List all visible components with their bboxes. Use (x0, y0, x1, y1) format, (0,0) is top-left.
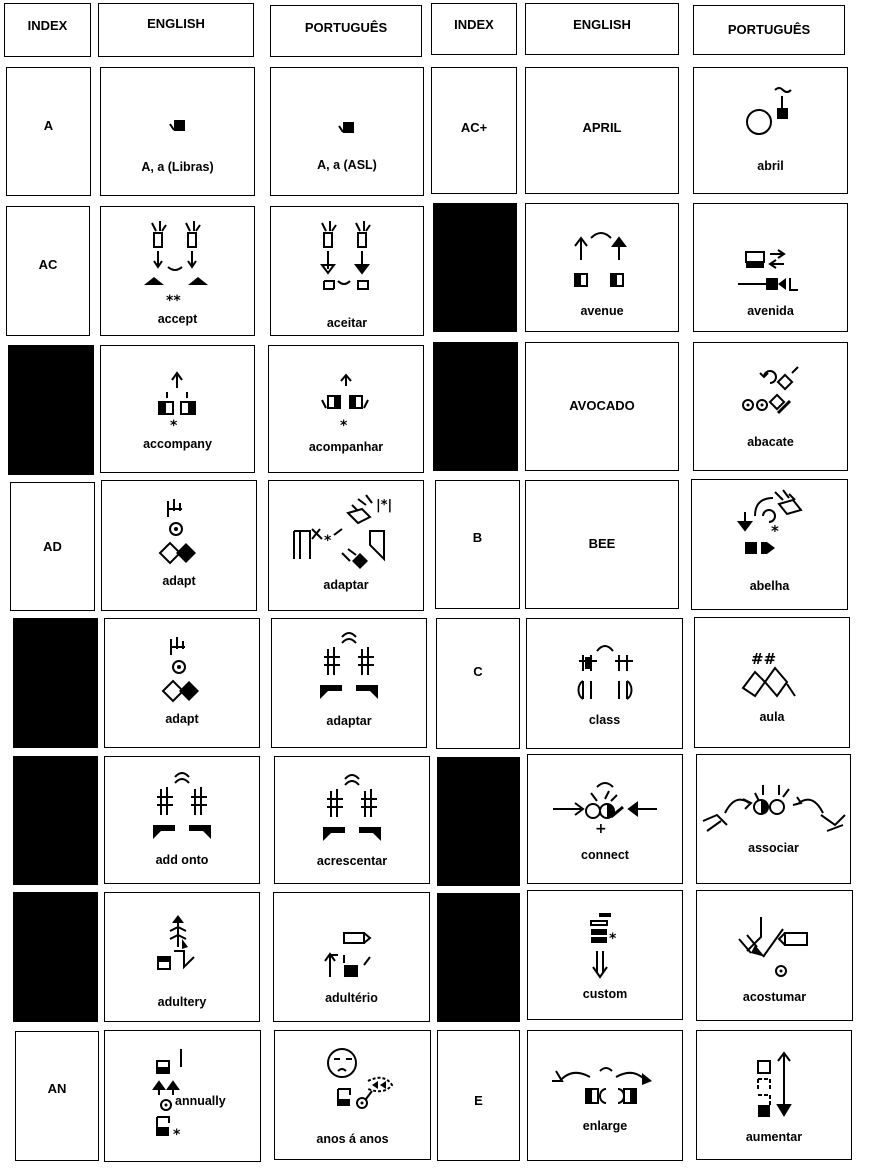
sign-cell-portugues (274, 1030, 431, 1160)
signwriting-handshape-icon (153, 368, 203, 430)
signwriting-handshape-icon (735, 913, 815, 981)
sign-cell-portugues (270, 67, 424, 196)
sign-cell-english (101, 480, 257, 611)
svg-text:*: * (609, 931, 617, 947)
index-letter: A (43, 118, 54, 133)
header-label: INDEX (27, 18, 68, 33)
signwriting-handshape-icon (317, 769, 387, 845)
signwriting-handshape-icon (699, 777, 849, 839)
header-index-right (431, 3, 517, 55)
signwriting-handshape-icon (314, 627, 384, 707)
sign-label: abacate (747, 435, 794, 449)
sign-label: avenue (580, 304, 624, 318)
sign-label: accept (157, 312, 198, 326)
sign-label: annually (175, 1094, 226, 1108)
signwriting-handshape-icon (739, 82, 803, 142)
svg-text:*: * (340, 418, 348, 432)
header-english-left (98, 3, 254, 57)
svg-text:*: * (169, 418, 177, 430)
signwriting-movement-arrow-icon (152, 909, 212, 979)
sign-cell-portugues (694, 617, 850, 748)
header-label: INDEX (454, 17, 494, 32)
sign-label: aula (759, 710, 785, 724)
svg-text:+: + (595, 821, 607, 835)
sign-label: connect (581, 848, 629, 862)
index-letter: C (473, 663, 483, 679)
sign-label: adultery (157, 995, 207, 1009)
sign-label: abelha (749, 579, 790, 593)
signwriting-handshape-icon (337, 120, 357, 136)
blank-index-cell (433, 342, 518, 471)
blank-index-cell (437, 757, 520, 886)
sign-cell-portugues (696, 890, 853, 1021)
sign-label: add onto (155, 853, 209, 867)
signwriting-handshape-icon (157, 633, 207, 705)
sign-label: adapt (162, 574, 196, 588)
signwriting-handshape-icon (318, 372, 374, 432)
index-letter: AN (47, 1081, 67, 1096)
sign-cell-portugues (268, 345, 424, 473)
sign-label: custom (582, 987, 628, 1001)
signwriting-handshape-icon (735, 488, 805, 564)
sign-cell-english (525, 342, 679, 471)
sign-cell-portugues (696, 754, 851, 884)
index-letter: AC+ (460, 120, 488, 135)
signwriting-handshape-icon (738, 363, 804, 423)
header-index-left (4, 3, 91, 57)
sign-cell-english (525, 67, 679, 194)
sign-label: A, a (Libras) (141, 160, 214, 174)
sign-cell-english (526, 618, 683, 749)
sign-cell-english (527, 1030, 683, 1161)
sign-label: acompanhar (308, 440, 384, 454)
svg-text:*: * (173, 1127, 181, 1143)
sign-cell-portugues (691, 479, 848, 610)
signwriting-handshape-icon (147, 767, 217, 843)
sign-cell-portugues (693, 67, 848, 194)
sign-cell-portugues (271, 618, 427, 748)
sign-cell-portugues (274, 756, 430, 884)
sign-label: associar (748, 841, 799, 855)
signwriting-handshape-icon (168, 118, 188, 134)
sign-cell-english (104, 756, 260, 884)
signwriting-handshape-icon (138, 219, 218, 309)
header-portugues-left (270, 5, 422, 57)
sign-label: adaptar (326, 714, 372, 728)
index-cell (431, 67, 517, 194)
signwriting-contact-star-icon (549, 779, 661, 835)
signwriting-movement-arrow-icon (567, 226, 637, 290)
blank-index-cell (437, 893, 520, 1022)
header-label: PORTUGUÊS (304, 20, 388, 35)
blank-index-cell (13, 892, 98, 1022)
signwriting-movement-arrow-icon (542, 1059, 668, 1111)
sign-cell-portugues (268, 480, 424, 611)
sign-cell-english (104, 892, 260, 1022)
header-english-right (525, 3, 679, 55)
signwriting-handshape-icon (154, 495, 204, 567)
sign-label: acrescentar (316, 854, 388, 868)
signwriting-handshape-icon (286, 491, 406, 577)
sign-label: anos á anos (316, 1132, 389, 1146)
sign-label: aumentar (745, 1130, 803, 1144)
blank-index-cell (8, 345, 94, 475)
sign-label: aceitar (326, 316, 368, 330)
sign-label: class (588, 713, 621, 727)
index-cell (10, 482, 95, 611)
signwriting-handshape-icon (322, 929, 382, 981)
sign-label: abril (757, 159, 784, 173)
sign-cell-portugues (693, 203, 848, 332)
index-cell (436, 618, 520, 749)
sign-label: avenida (747, 304, 794, 318)
sign-cell-english (100, 67, 255, 196)
signwriting-movement-arrow-icon (585, 909, 625, 987)
signwriting-handshape-icon (734, 242, 808, 294)
svg-text:*: * (770, 522, 779, 540)
index-cell (435, 480, 520, 609)
svg-text:**: ** (165, 293, 181, 309)
sign-cell-english (100, 345, 255, 473)
fingerspelled-word: BEE (588, 536, 616, 551)
sign-cell-portugues (696, 1030, 852, 1160)
sign-label: adapt (165, 712, 199, 726)
index-letter: AC (38, 257, 58, 272)
signwriting-handshape-icon (573, 639, 637, 705)
sign-label: accompany (143, 437, 212, 451)
sign-label: adultério (325, 991, 378, 1005)
header-label: ENGLISH (147, 16, 205, 31)
sign-label: A, a (ASL) (317, 158, 377, 172)
svg-text:##: ## (751, 650, 777, 668)
index-cell (437, 1030, 520, 1161)
fingerspelled-word: APRIL (582, 120, 622, 135)
sign-cell-english (104, 618, 260, 748)
sign-cell-english (100, 206, 255, 336)
index-letter: E (474, 1093, 483, 1108)
svg-text:|*|: |*| (376, 498, 393, 513)
signwriting-movement-arrow-icon (744, 1049, 804, 1123)
header-portugues-right (693, 5, 845, 55)
index-letter: B (472, 530, 483, 545)
sign-cell-english (527, 890, 683, 1020)
sign-cell-portugues (270, 206, 424, 336)
svg-text:*: * (324, 533, 332, 549)
blank-index-cell (433, 203, 517, 332)
sign-label: acostumar (742, 990, 807, 1004)
blank-index-cell (13, 756, 98, 885)
signwriting-handshape-icon (312, 219, 382, 309)
header-label: ENGLISH (573, 17, 631, 32)
header-label: PORTUGUÊS (727, 22, 811, 37)
signwriting-handshape-icon (737, 648, 807, 704)
index-cell (6, 206, 90, 336)
blank-index-cell (13, 618, 98, 748)
sign-cell-english (104, 1030, 261, 1162)
sign-cell-english (527, 754, 683, 884)
index-cell (6, 67, 91, 196)
sign-cell-portugues (273, 892, 430, 1022)
sign-label: adaptar (323, 578, 369, 592)
sign-label: enlarge (582, 1119, 628, 1133)
sign-cell-english (525, 480, 679, 609)
sign-cell-portugues (693, 342, 848, 471)
index-cell (15, 1031, 99, 1161)
fingerspelled-word: AVOCADO (569, 397, 635, 413)
sign-cell-english (525, 203, 679, 332)
index-letter: AD (43, 539, 62, 554)
signwriting-handshape-icon (308, 1045, 398, 1121)
